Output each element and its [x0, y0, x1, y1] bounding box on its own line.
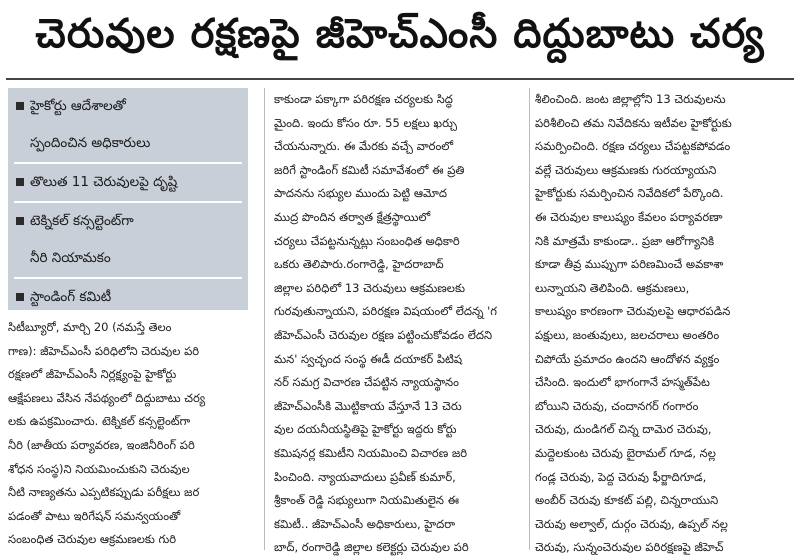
highlight-line: టెక్నికల్ కన్సల్టెంట్‌గా: [30, 213, 134, 229]
article-line: లకు ఉపక్రమించారు. టెక్నికల్ కన్సల్టెంట్‌గా: [8, 414, 191, 429]
highlight-item: [8, 164, 248, 201]
article-line: సమర్పించింది. రక్షణ చర్యలు చేపట్టకపోవడం: [535, 139, 731, 154]
article-line: మైంది. ఇందు కోసం రూ. 55 లక్షలు ఖర్చు: [274, 115, 458, 130]
article-line: సిటీబ్యూరో, మార్చి 20 (నమస్తే తెలం: [8, 320, 172, 334]
column-separator: [264, 88, 265, 550]
article-line: ఒకరు తెలిపారు.రంగారెడ్డి, హైదరాబాద్: [274, 257, 444, 272]
headline-rule: [6, 78, 794, 80]
highlight-item: [8, 203, 248, 277]
article-line: హైకోర్టుకు సమర్పించిన నివేదికలో పేర్కొంది.: [535, 186, 724, 201]
article-column-middle: [274, 88, 524, 558]
article-line: వుల దయనీయస్థితిపై హైకోర్టు ఇద్దరు కోర్టు: [274, 422, 457, 437]
article-line: వల్లే చెరువులు ఆక్రమణకు గురయ్యాయని: [535, 162, 717, 177]
article-line: బాద్, రంగారెడ్డి జిల్లాల కలెక్టర్లు చెరువుల పరి: [274, 540, 469, 555]
article-line: కమిటీ.. జీహెచ్ఎంసీ అధికారులు, హైదరా: [274, 516, 456, 531]
highlight-item: [8, 88, 248, 162]
article-line: మద్దెలకుంట చెరువు బైరామల్ గూడ, నల్ల: [535, 445, 716, 460]
column-separator: [529, 88, 530, 550]
headline: చెరువుల రక్షణపై జీహెచ్ఎంసీ దిద్దుబాటు చర్య: [35, 11, 765, 57]
article-line: చెరువు, సున్నంచెరువుల పరిరక్షణపై జీహెచ్: [535, 540, 724, 555]
article-line: ఈ చెరువుల కాలుష్యం కేవలం పర్యావరణా: [535, 209, 723, 224]
article-line: పాదనను సభ్యుల ముందు పెట్టి ఆమోద: [274, 186, 447, 201]
article-line: చెరువు, దుండిగల్ చిన్న దామెర చెరువు,: [535, 422, 712, 437]
article-line: పించింది. న్యాయవాదులు ప్రవీణ్ కుమార్,: [274, 469, 456, 484]
article-line: గాణ): జీహెచ్ఎంసీ పరిధిలోని చెరువుల పరి: [8, 343, 200, 358]
article-line: కాకుండా పక్కాగా పరిరక్షణ చర్యలకు సిద్ధ: [274, 92, 453, 106]
article-column-right: [535, 88, 793, 558]
article-line: పరిశీలించి తమ నివేదికను ఇటీవల హైకోర్టుకు: [535, 115, 732, 130]
article-line: చర్యలు చేపట్టనున్నట్లు సంబంధిత అధికారి: [274, 233, 460, 248]
article-line: కాలుష్యం కారణంగా చెరువులపై ఆధారపడిన: [535, 304, 731, 319]
article-column-left: [8, 316, 252, 552]
article-line: గండ్ల చెరువు, పెద్ద చెరువు ఫీర్జాదిగూడ,: [535, 469, 707, 484]
highlight-line: స్టాండింగ్ కమిటీ: [30, 289, 112, 305]
article-line: రక్షణలో జీహెచ్ఎంసీ నిర్లక్ష్యంపై హైకోర్టు: [8, 367, 177, 382]
article-line: జీహెచ్ఎంసీ చెరువుల రక్షణ పట్టించుకోవడం లేదని: [274, 327, 493, 342]
article-line: జీహెచ్ఎంసీకి మొట్టికాయ వేస్తూనే 13 చెరు: [274, 398, 462, 413]
article-line: చేయనున్నారు. ఈ మేరకు వచ్చే వారంలో: [274, 139, 454, 154]
article-line: నీరి (జాతీయ పర్యావరణ, ఇంజినీరింగ్ పరి: [8, 437, 195, 452]
highlight-line: నీరి నియామకం: [30, 250, 111, 266]
article-line: పడంతో పాటు ఇరిగేషన్ సమన్వయంతో: [8, 508, 181, 523]
article-line: చిపోయే ప్రమాదం ఉందని ఆందోళన వ్యక్తం: [535, 351, 720, 366]
article-line: అంబీర్ చెరువు కూకట్ పల్లి, చిన్నరాయుని: [535, 493, 719, 508]
article-line: శోధన సంస్థ)ని నియమించుకుని చెరువుల: [8, 461, 190, 476]
article-line: సంబంధిత చెరువుల ఆక్రమణలకు గురి: [8, 532, 177, 547]
article-line: కమిషనర్ల కమిటీని నియమించి విచారణ జరి: [274, 445, 468, 460]
highlight-line: స్పందించిన అధికారులు: [30, 135, 151, 151]
article-line: చెరువు అల్వాల్, దుర్గం చెరువు, ఉప్పల్ నల్ల: [535, 516, 728, 531]
highlight-item: [8, 279, 248, 310]
highlight-line: హైకోర్టు ఆదేశాలతో: [30, 98, 126, 114]
article-line: పక్షులు, జంతువులు, జలచరాలు అంతరిం: [535, 327, 720, 342]
article-line: జిల్లాల పరిధిలో 13 చెరువులు ఆక్రమణలకు: [274, 280, 465, 295]
article-line: శీలించింది. జంట జిల్లాల్లోని 13 చెరువులను: [535, 92, 726, 106]
article-line: నికి మాత్రమే కాకుండా.. ప్రజా ఆరోగ్యానికి: [535, 233, 715, 248]
highlights-box: [8, 88, 248, 310]
article-line: లున్నాయని తెలిపింది. ఆక్రమణలు,: [535, 280, 690, 295]
article-line: నర్ సమగ్ర విచారణ చేపట్టిన న్యాయస్థానం: [274, 375, 459, 390]
article-line: గురవుతున్నాయని, పరిరక్షణ విషయంలో లేదన్న 'గ: [274, 304, 497, 319]
article-line: బోయిని చెరువు, చందానగర్ గంగారం: [535, 398, 699, 413]
article-line: శ్రీకాంత్ రెడ్డి సభ్యులుగా నియమితులైన ఈ: [274, 493, 460, 508]
article-line: ఆక్షేపణలు వేసిన నేపథ్యంలో దిద్దుబాటు చర్య: [8, 390, 206, 405]
article-line: జరిగే స్టాండింగ్ కమిటీ సమావేశంలో ఈ ప్రతి: [274, 162, 465, 177]
article-line: ముద్ర పొందిన తర్వాత క్షేత్రస్థాయిలో: [274, 209, 431, 224]
highlight-line: తొలుత 11 చెరువులపై దృష్టి: [30, 174, 178, 190]
article-line: చేసింది. ఇందులో భాగంగానే హస్మత్‌పేట: [535, 375, 710, 390]
article-line: నీటి నాణ్యతను ఎప్పటికప్పుడు పరీక్షలు జర: [8, 485, 200, 500]
article-line: మన' స్వచ్ఛంద సంస్థ ఈడీ దయాకర్ పిటిష: [274, 351, 463, 366]
article-line: కూడా తీవ్ర ముప్పుగా పరిణమించే అవకాశా: [535, 257, 724, 272]
